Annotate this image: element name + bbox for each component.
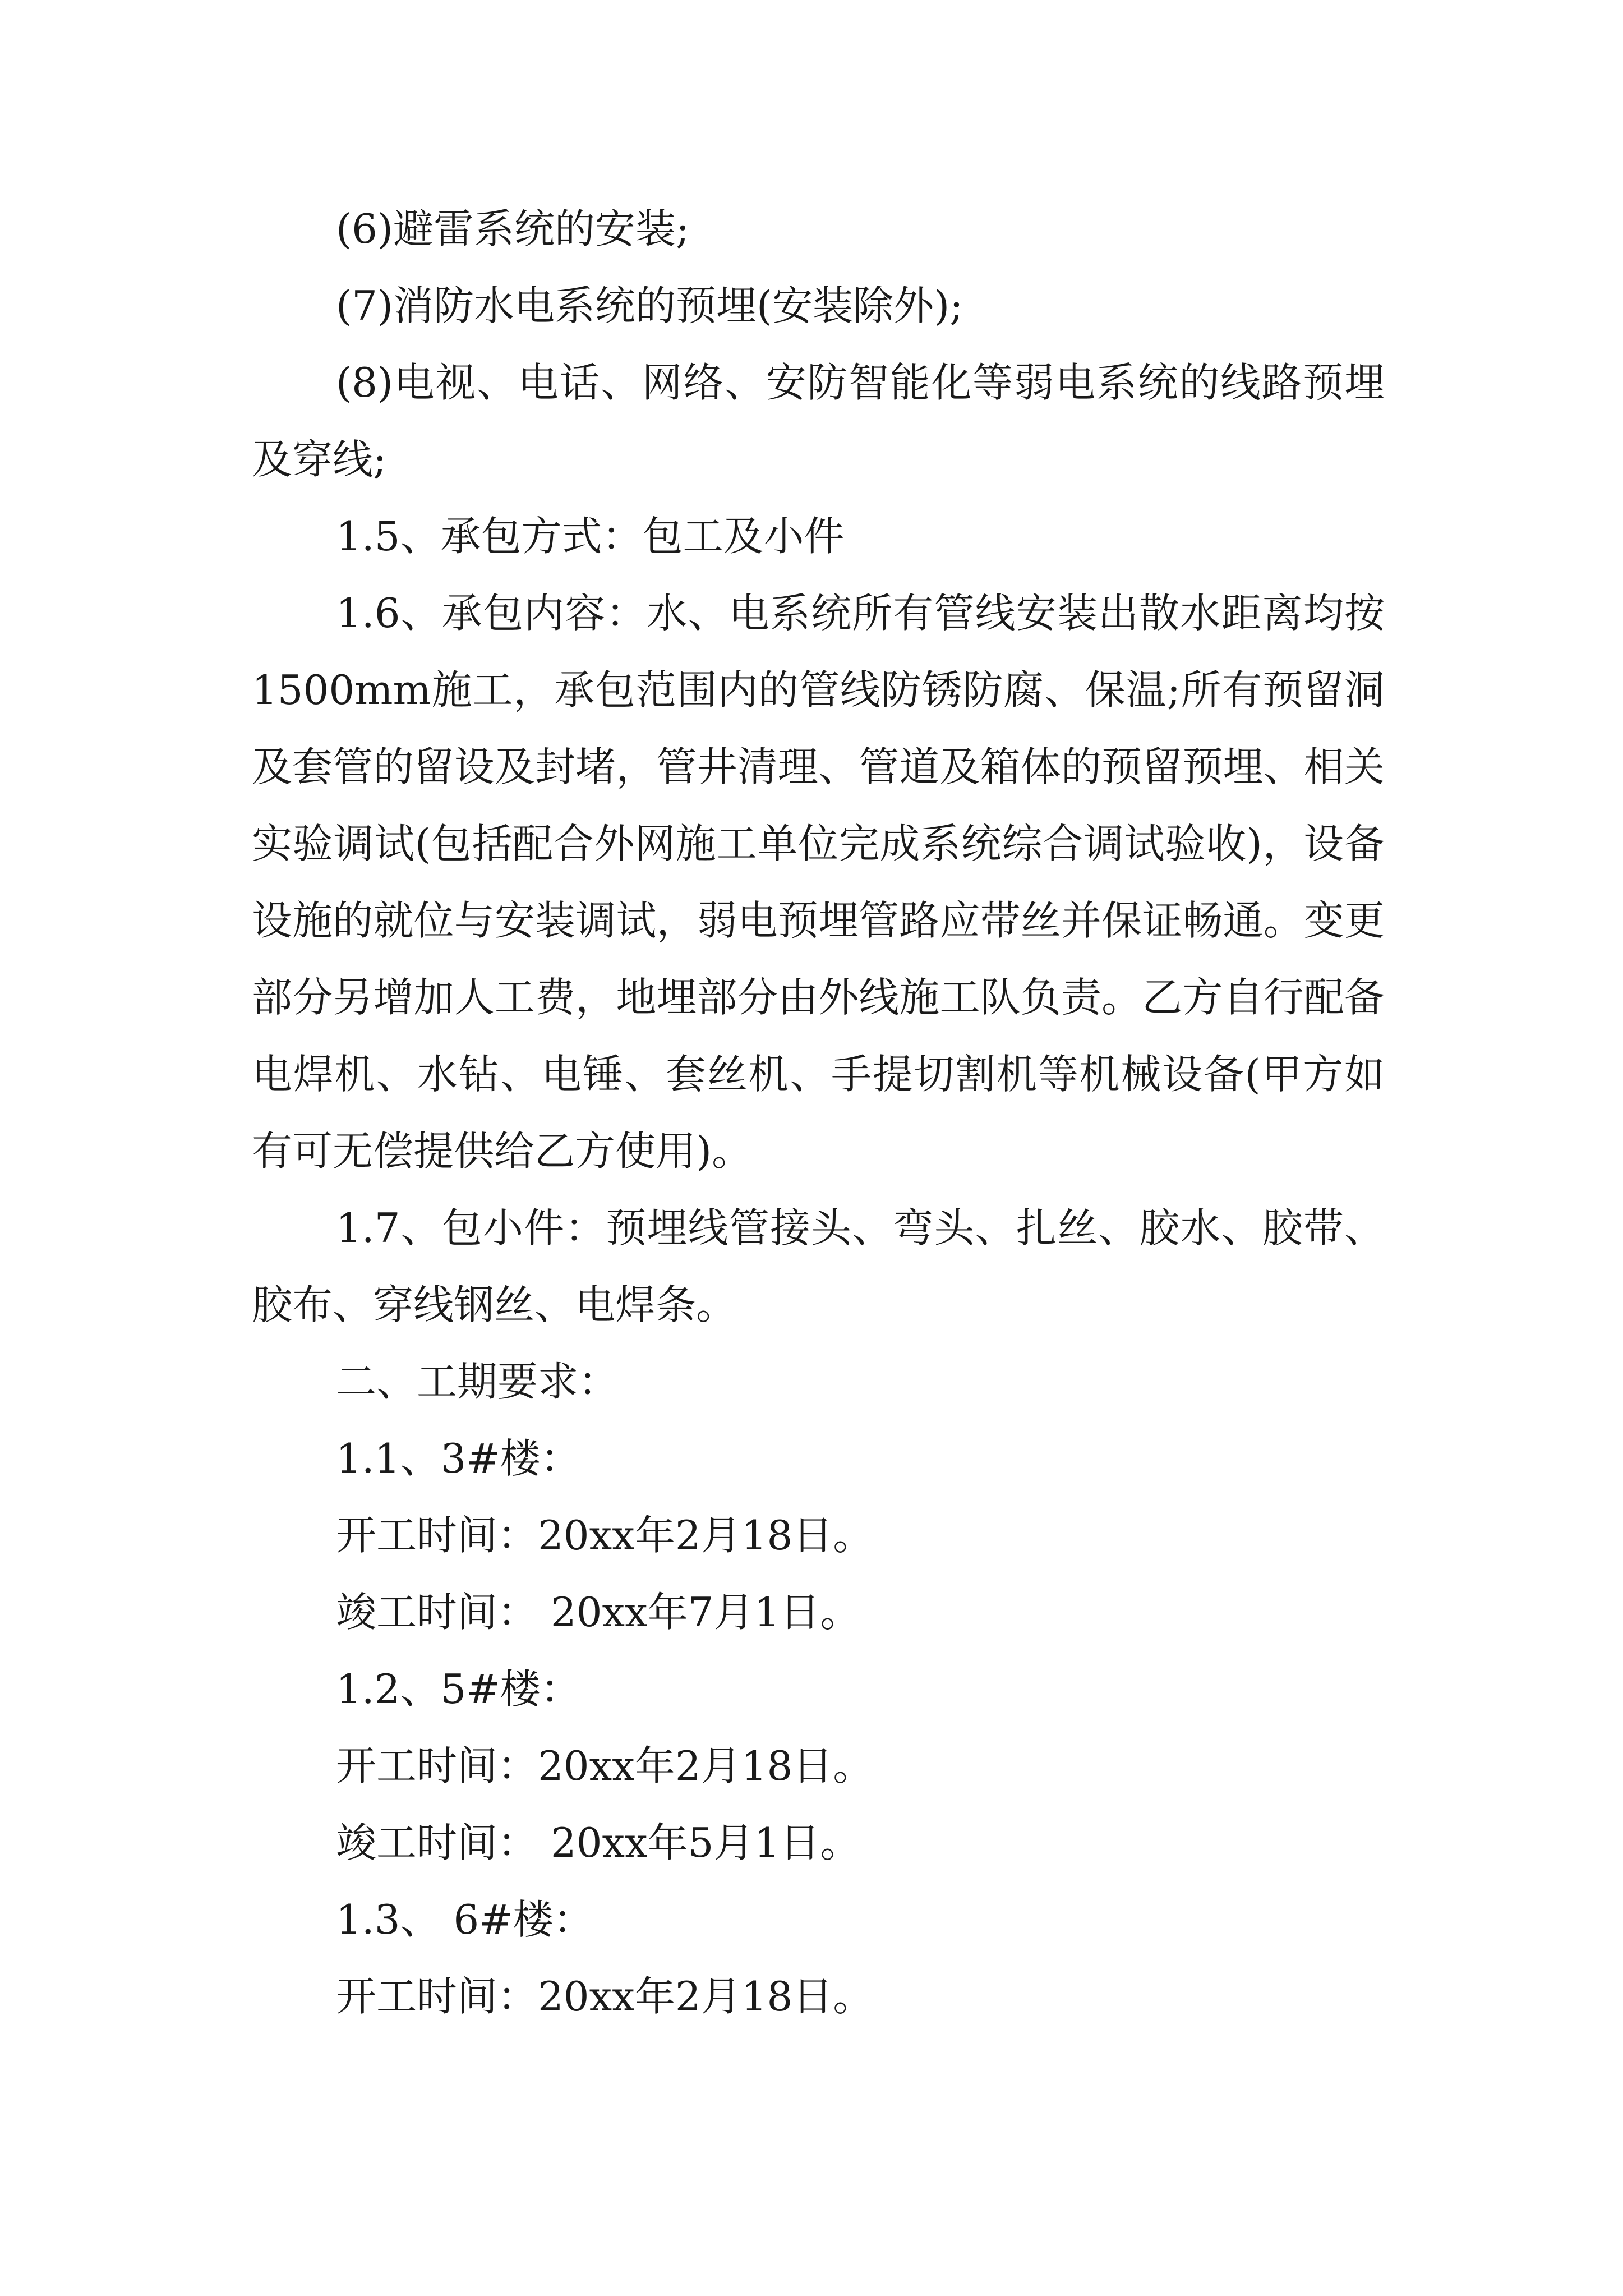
building-5-completion-date: 竣工时间： 20xx年5月1日。 bbox=[336, 1819, 861, 1866]
building-6-heading: 1.3、 6#楼： bbox=[336, 1896, 594, 1943]
building-5-start-date: 开工时间：20xx年2月18日。 bbox=[336, 1742, 874, 1789]
building-6-start-date: 开工时间：20xx年2月18日。 bbox=[336, 1973, 874, 2020]
document-body bbox=[252, 191, 1385, 2035]
paragraph-weak-current: (8)电视、电话、网络、安防智能化等弱电系统的线路预埋及穿线; bbox=[252, 359, 1385, 483]
paragraph-contract-method: 1.5、承包方式：包工及小件 bbox=[336, 513, 845, 560]
section-heading-schedule: 二、工期要求： bbox=[336, 1358, 619, 1405]
paragraph-fire-water-electric: (7)消防水电系统的预埋(安装除外); bbox=[336, 282, 963, 329]
building-3-heading: 1.1、3#楼： bbox=[336, 1435, 581, 1482]
paragraph-contract-content: 1.6、承包内容：水、电系统所有管线安装出散水距离均按1500mm施工，承包范围内的管线防锈防腐、保温;所有预留洞及套管的留设及封堵，管井清理、管道及箱体的预留预埋、相关实验调试(包括配合外网施工单位完成系统综合调试验收)，设备设施的就位与安装调试，弱电预埋管路应带丝并保证畅通。变更部分另增加人工费，地埋部分由外线施工队负责。乙方自行配备电焊机、水钻、电锤、套丝机、手提切割机等机械设备(甲方如有可无偿提供给乙方使用)。 bbox=[252, 590, 1385, 1175]
paragraph-small-parts: 1.7、包小件：预埋线管接头、弯头、扎丝、胶水、胶带、胶布、穿线钢丝、电焊条。 bbox=[252, 1204, 1385, 1328]
building-3-completion-date: 竣工时间： 20xx年7月1日。 bbox=[336, 1589, 861, 1636]
building-3-start-date: 开工时间：20xx年2月18日。 bbox=[336, 1512, 874, 1559]
building-5-heading: 1.2、5#楼： bbox=[336, 1665, 581, 1713]
paragraph-lightning-protection: (6)避雷系统的安装; bbox=[336, 205, 690, 252]
